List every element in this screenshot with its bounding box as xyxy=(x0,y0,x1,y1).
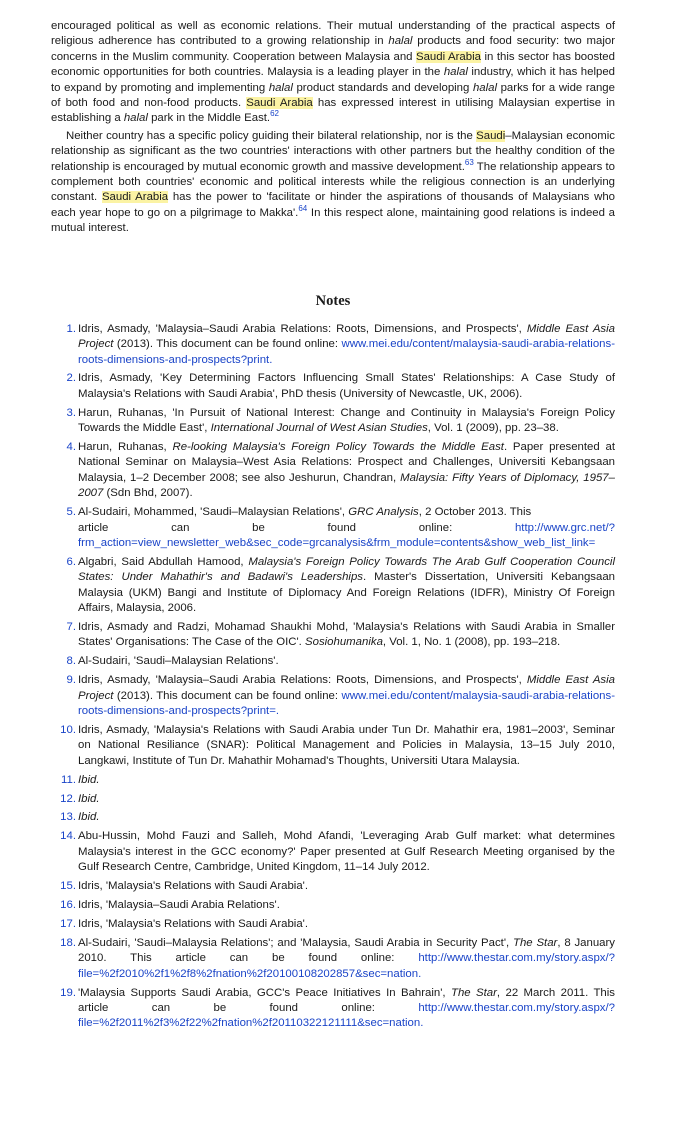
note-number[interactable]: 5. xyxy=(66,506,76,519)
note-number[interactable]: 8. xyxy=(66,655,76,668)
note-number[interactable]: 10. xyxy=(60,723,76,736)
note-item: 17. Idris, 'Malaysia's Relations with Saudi Arabia'. xyxy=(78,917,615,932)
note-item: 2. Idris, Asmady, 'Key Determining Factors Influencing Small States' Relationships: A Case Study of Malaysia's Relations with Saudi Arabia', PhD thesis (University of Newcastle, UK, 2006). xyxy=(78,371,615,402)
note-link[interactable]: http://www.grc.net/? xyxy=(514,521,615,534)
footnote-ref-63[interactable]: 63 xyxy=(464,157,474,167)
note-number[interactable]: 18. xyxy=(60,936,76,949)
note-item: 5. Al-Sudairi, Mohammed, 'Saudi–Malaysian Relations', GRC Analysis, 2 October 2013. This article can be found online: http://www.grc.net/? frm_action=view_newsletter_web&sec_code=grcanalysis&frm_module=contents&show_web_list_link= xyxy=(78,505,615,551)
notes-heading: Notes xyxy=(315,292,351,309)
note-link[interactable]: http://www.thestar.com.my/story.aspx/?file=%2f2011%2f3%2f22%2fnation%2f20110322121111&sec=nation. xyxy=(78,1001,615,1030)
note-item: 1. Idris, Asmady, 'Malaysia–Saudi Arabia Relations: Roots, Dimensions, and Prospects', Middle East Asia Project (2013). This document can be found online: www.mei.edu/content/malaysia-saudi-arabia-relations-roots-dimensions-and-prospects?print. xyxy=(78,322,615,368)
note-item: 15. Idris, 'Malaysia's Relations with Saudi Arabia'. xyxy=(78,879,615,894)
note-number[interactable]: 6. xyxy=(66,555,76,568)
note-number[interactable]: 1. xyxy=(66,322,76,335)
note-link[interactable]: http://www.thestar.com.my/story.aspx/?file=%2f2010%2f1%2f8%2fnation%2f20100108202857&sec=nation. xyxy=(78,952,615,980)
note-link[interactable]: frm_action=view_newsletter_web&sec_code=grcanalysis&frm_module=contents&show_web_list_link= xyxy=(78,536,596,549)
note-number[interactable]: 7. xyxy=(66,621,76,633)
note-item: 8. Al-Sudairi, 'Saudi–Malaysian Relations'. xyxy=(78,654,615,669)
note-item: 19. 'Malaysia Supports Saudi Arabia, GCC's Peace Initiatives In Bahrain', The Star, 22 March 2011. This article can be found online: http://www.thestar.com.my/story.aspx/?file=%2f2011%2f3%2f22%2fnation%2f20110322121111&sec=nation. xyxy=(78,986,615,1032)
note-item: 9. Idris, Asmady, 'Malaysia–Saudi Arabia Relations: Roots, Dimensions, and Prospects', Middle East Asia Project (2013). This document can be found online: www.mei.edu/content/malaysia-saudi-arabia-relations-roots-dimensions-and-prospects?print=. xyxy=(78,673,615,719)
note-number[interactable]: 4. xyxy=(66,441,76,454)
note-item: 18. Al-Sudairi, 'Saudi–Malaysia Relations'; and 'Malaysia, Saudi Arabia in Security Pact', The Star, 8 January 2010. This article can be found online: http://www.thestar.com.my/story.aspx/?file=%2f2010%2f1%2f8%2fnation%2f20100108202857&sec=nation. xyxy=(78,936,615,982)
note-number[interactable]: 9. xyxy=(66,674,76,687)
notes-list xyxy=(51,322,615,1032)
note-item: 6. Algabri, Said Abdullah Hamood, Malaysia's Foreign Policy Towards The Arab Gulf Cooperation Council States: Under Mahathir's and Badawi's Leaderships. Master's Dissertation, Universiti Kebangsaan Malaysia (UKM) Bangi and Institute of Diplomacy And Foreign Relations (IDFR), Ministry Of Foreign Affairs, Malaysia, 2006. xyxy=(78,555,615,617)
body-paragraph-1: encouraged political as well as economic relations. Their mutual understanding of the practical aspects of religious adherence has contributed to a growing relationship in halal products and food security: two major concerns in the Muslim community. Cooperation between Malaysia and Saudi Arabia in this sector has boosted economic opportunities for both countries. Malaysia is a leading player in the halal industry, which it has helped to expand by promoting and implementing halal product standards and developing halal parks for a wide range of both food and non-food products. Saudi Arabia has expressed interest in utilising Malaysian expertise in establishing a halal park in the Middle East.$^{62}$ xyxy=(51,20,615,125)
note-item: 13. Ibid. xyxy=(78,810,615,825)
note-item: 16. Idris, 'Malaysia–Saudi Arabia Relations'. xyxy=(78,898,615,913)
note-item: 3. Harun, Ruhanas, 'In Pursuit of National Interest: Change and Continuity in Malaysia's Foreign Policy Towards the Middle East', International Journal of West Asian Studies, Vol. 1 (2009), pp. 23–38. xyxy=(78,406,615,437)
note-item: 4. Harun, Ruhanas, Re-looking Malaysia's Foreign Policy Towards the Middle East. Paper presented at National Seminar on Malaysia–West Asia Relations: Prospect and Challenges, Universiti Kebangsaan Malaysia, 1–2 December 2008; see also Jeshurun, Chandran, Malaysia: Fifty Years of Diplomacy, 1957–2007 (Sdn Bhd, 2007). xyxy=(78,440,615,502)
note-spread-line: article can be found online: http://www.grc.net/? xyxy=(78,521,615,536)
note-item: 12. Ibid. xyxy=(78,792,615,807)
highlight: Saudi Arabia xyxy=(246,97,313,110)
footnote-ref-62[interactable]: 62 xyxy=(270,109,280,119)
note-link[interactable]: www.mei.edu/content/malaysia-saudi-arabia-relations-roots-dimensions-and-prospects?print=. xyxy=(78,689,615,718)
note-number[interactable]: 3. xyxy=(66,406,76,419)
highlight: Saudi Arabia xyxy=(416,50,481,63)
note-number[interactable]: 15. xyxy=(60,880,76,893)
note-number[interactable]: 2. xyxy=(66,372,76,385)
note-item: 7. Idris, Asmady and Radzi, Mohamad Shaukhi Mohd, 'Malaysia's Relations with Saudi Arabia in Smaller States' Organisations: The Case of the OIC'. Sosiohumanika, Vol. 1, No. 1 (2008), pp. 193–218. xyxy=(78,620,615,651)
note-number[interactable]: 13. xyxy=(60,811,76,824)
note-item: 14. Abu-Hussin, Mohd Fauzi and Salleh, Mohd Afandi, 'Leveraging Arab Gulf market: what determines Malaysia's interest in the GCC economy?' Paper presented at Gulf Research Meeting organised by the Gulf Research Centre, Cambridge, United Kingdom, 11–14 July 2012. xyxy=(78,829,615,875)
body-paragraph-2: Neither country has a specific policy guiding their bilateral relationship, nor is the Saudi–Malaysian economic relationship as significant as the two countries' interactions with other partners but the healthy condition of the relationship is encouraged by mutual economic growth and massive development.$^{63}$ The relationship appears to complement both countries' economic and political interests while the religious connection is an underlying constant. Saudi Arabia has the power to 'facilitate or hinder the aspirations of thousands of Malaysians who each year hope to go on a pilgrimage to Makka'.$^{64}$ In this respect alone, maintaining good relations is indeed a mutual interest. xyxy=(51,129,615,235)
note-item: 11. Ibid. xyxy=(78,773,615,788)
note-number[interactable]: 16. xyxy=(60,899,76,911)
note-number[interactable]: 14. xyxy=(60,830,76,843)
note-number[interactable]: 19. xyxy=(60,986,76,999)
note-number[interactable]: 11. xyxy=(61,773,76,786)
highlight: Saudi Arabia xyxy=(101,191,169,204)
note-item: 10. Idris, Asmady, 'Malaysia's Relations with Saudi Arabia under Tun Dr. Mahathir era, 1981–2003', Seminar on National Resiliance (SNAR): Political Management and Policies in Malaysia, 13–15 July 2010, Langkawi, Institute of Tun Dr. Mahathir Mohamad's Thoughts, Universiti Utara Malaysia. xyxy=(78,723,615,769)
note-number[interactable]: 12. xyxy=(60,792,76,805)
highlight: Saudi xyxy=(476,129,506,142)
footnote-ref-64[interactable]: 64 xyxy=(298,203,308,213)
note-number[interactable]: 17. xyxy=(60,917,76,930)
note-link[interactable]: www.mei.edu/content/malaysia-saudi-arabia-relations-roots-dimensions-and-prospects?print. xyxy=(78,338,615,366)
